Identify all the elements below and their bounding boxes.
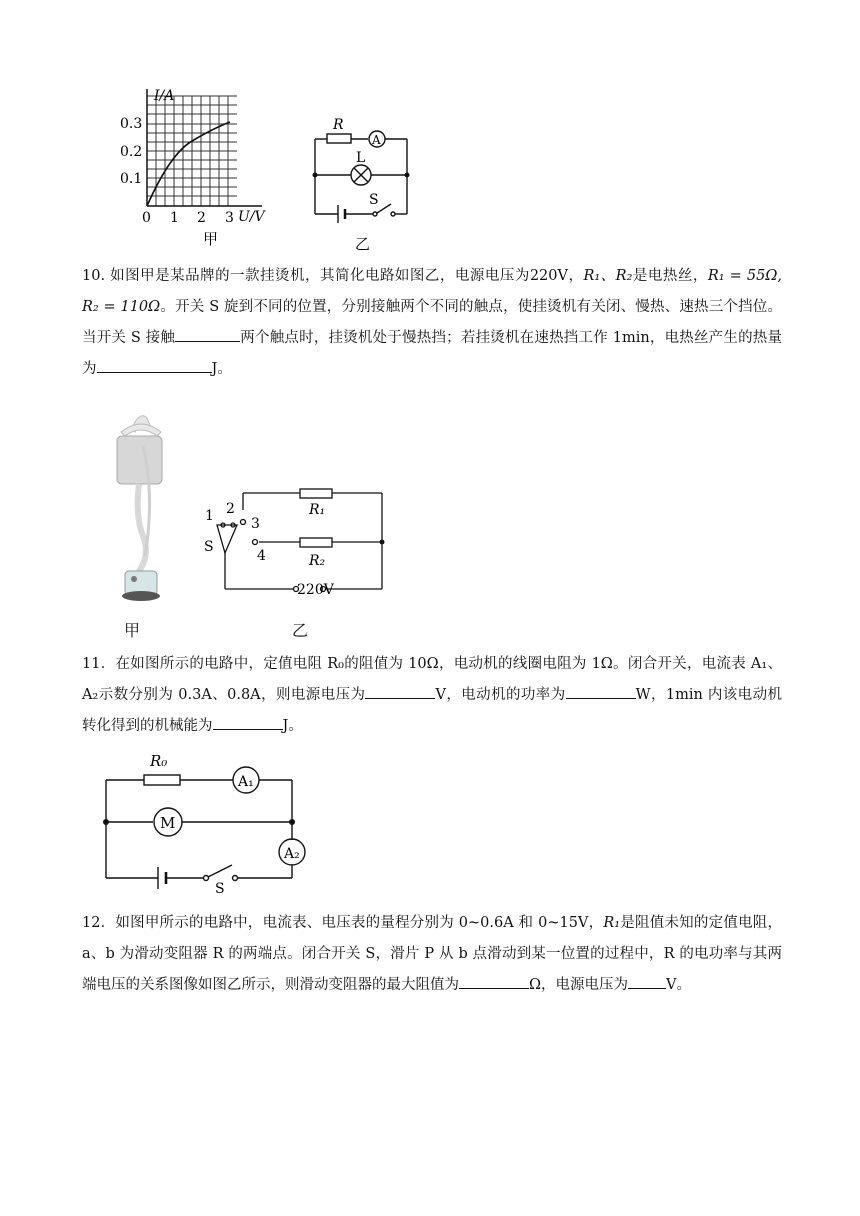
answer-blank[interactable] <box>97 358 212 373</box>
switch-s-label: S <box>204 539 214 555</box>
ammeter-label: A <box>372 133 381 147</box>
q10-text: 两个触点时，挂烫机处于慢热挡；若挂烫机在速热挡工作 1min，电热丝产生的热量为 <box>82 330 783 377</box>
graph-xtick: 3 <box>225 210 234 226</box>
q10-text: J。 <box>211 361 232 377</box>
q10-r1-eq: R₁ = 55Ω, <box>707 268 782 284</box>
answer-blank[interactable] <box>566 684 636 699</box>
caption-yi: 乙 <box>292 621 309 640</box>
circuit-caption: 乙 <box>355 235 371 252</box>
question-12 <box>82 908 782 1001</box>
ammeter-a1-label: A₁ <box>238 774 254 790</box>
q11-text: J。 <box>282 718 303 734</box>
answer-blank[interactable] <box>628 974 666 989</box>
q12-r1: R₁ <box>603 915 621 931</box>
q11-text: W，1min 内该电动机转化得到的机械能为 <box>82 687 782 734</box>
q10-text: 是电热丝， <box>632 268 708 284</box>
voltage-label: 220V <box>297 582 334 598</box>
question-11 <box>82 649 782 742</box>
graph-xtick: 2 <box>197 210 206 226</box>
answer-blank[interactable] <box>459 974 529 989</box>
graph-ytick: 0.3 <box>120 116 143 132</box>
q12-text: 是阻值未知的定值电阻，a、b 为滑动变阻器 R 的两端点。闭合开关 S，滑片 P 从 b 点滑动到某一位置的过程中，R 的电功率与其两端电压的关系图像如图乙所示，则滑动变阻器的最大阻值为 <box>82 915 783 993</box>
answer-blank[interactable] <box>175 327 240 342</box>
question-10 <box>82 261 782 385</box>
graph-xtick: 1 <box>170 210 179 226</box>
q12-text: V。 <box>666 977 692 993</box>
garment-steamer-image <box>105 406 180 606</box>
switch-label: S <box>215 881 225 896</box>
motor-label: M <box>160 814 176 832</box>
answer-blank[interactable] <box>213 715 283 730</box>
contact-4: 4 <box>257 548 266 564</box>
circuit-q10 <box>195 485 395 605</box>
graph-ytick: 0.2 <box>120 144 143 160</box>
contact-1: 1 <box>205 508 214 524</box>
contact-3: 3 <box>251 516 260 532</box>
q11-text: 11．在如图所示的电路中，定值电阻 R₀的阻值为 10Ω，电动机的线圈电阻为 1Ω。闭合开关，电流表 A₁、A₂示数分别为 0.3A、0.8A，则电源电压为 <box>82 656 782 703</box>
iu-graph <box>110 84 290 249</box>
circuit-r-label: R <box>333 117 344 133</box>
answer-blank[interactable] <box>365 684 435 699</box>
graph-ylabel: I/A <box>154 88 175 104</box>
switch-label: S <box>369 192 379 208</box>
r0-label: R₀ <box>150 752 168 770</box>
circuit-q11 <box>98 748 313 896</box>
q12-text: Ω，电源电压为 <box>529 977 629 993</box>
ammeter-a2-label: A₂ <box>284 846 300 862</box>
q10-r2-eq: R₂ = 110Ω <box>82 299 161 315</box>
graph-xtick: 0 <box>142 210 151 226</box>
graph-ytick: 0.1 <box>120 171 143 187</box>
contact-2: 2 <box>226 501 235 517</box>
caption-jia: 甲 <box>124 621 141 640</box>
q11-text: V，电动机的功率为 <box>435 687 566 703</box>
graph-xlabel: U/V <box>238 209 265 225</box>
q10-r1r2: R₁、R₂ <box>583 268 633 284</box>
q12-text: 12．如图甲所示的电路中，电流表、电压表的量程分别为 0~0.6A 和 0~15V， <box>82 915 604 931</box>
q10-text: 10. 如图甲是某品牌的一款挂烫机，其简化电路如图乙，电源电压为220V， <box>82 268 584 284</box>
graph-caption: 甲 <box>203 230 219 248</box>
r2-label: R₂ <box>309 553 326 569</box>
r1-label: R₁ <box>309 502 326 518</box>
q10-text: 。开关 S 旋到不同的位置，分别接触两个不同的触点，使挂烫机有关闭、慢热、速热三个挡位。当开关 S 接触 <box>82 299 783 346</box>
circuit-rla <box>305 112 420 252</box>
lamp-label: L <box>356 150 366 166</box>
